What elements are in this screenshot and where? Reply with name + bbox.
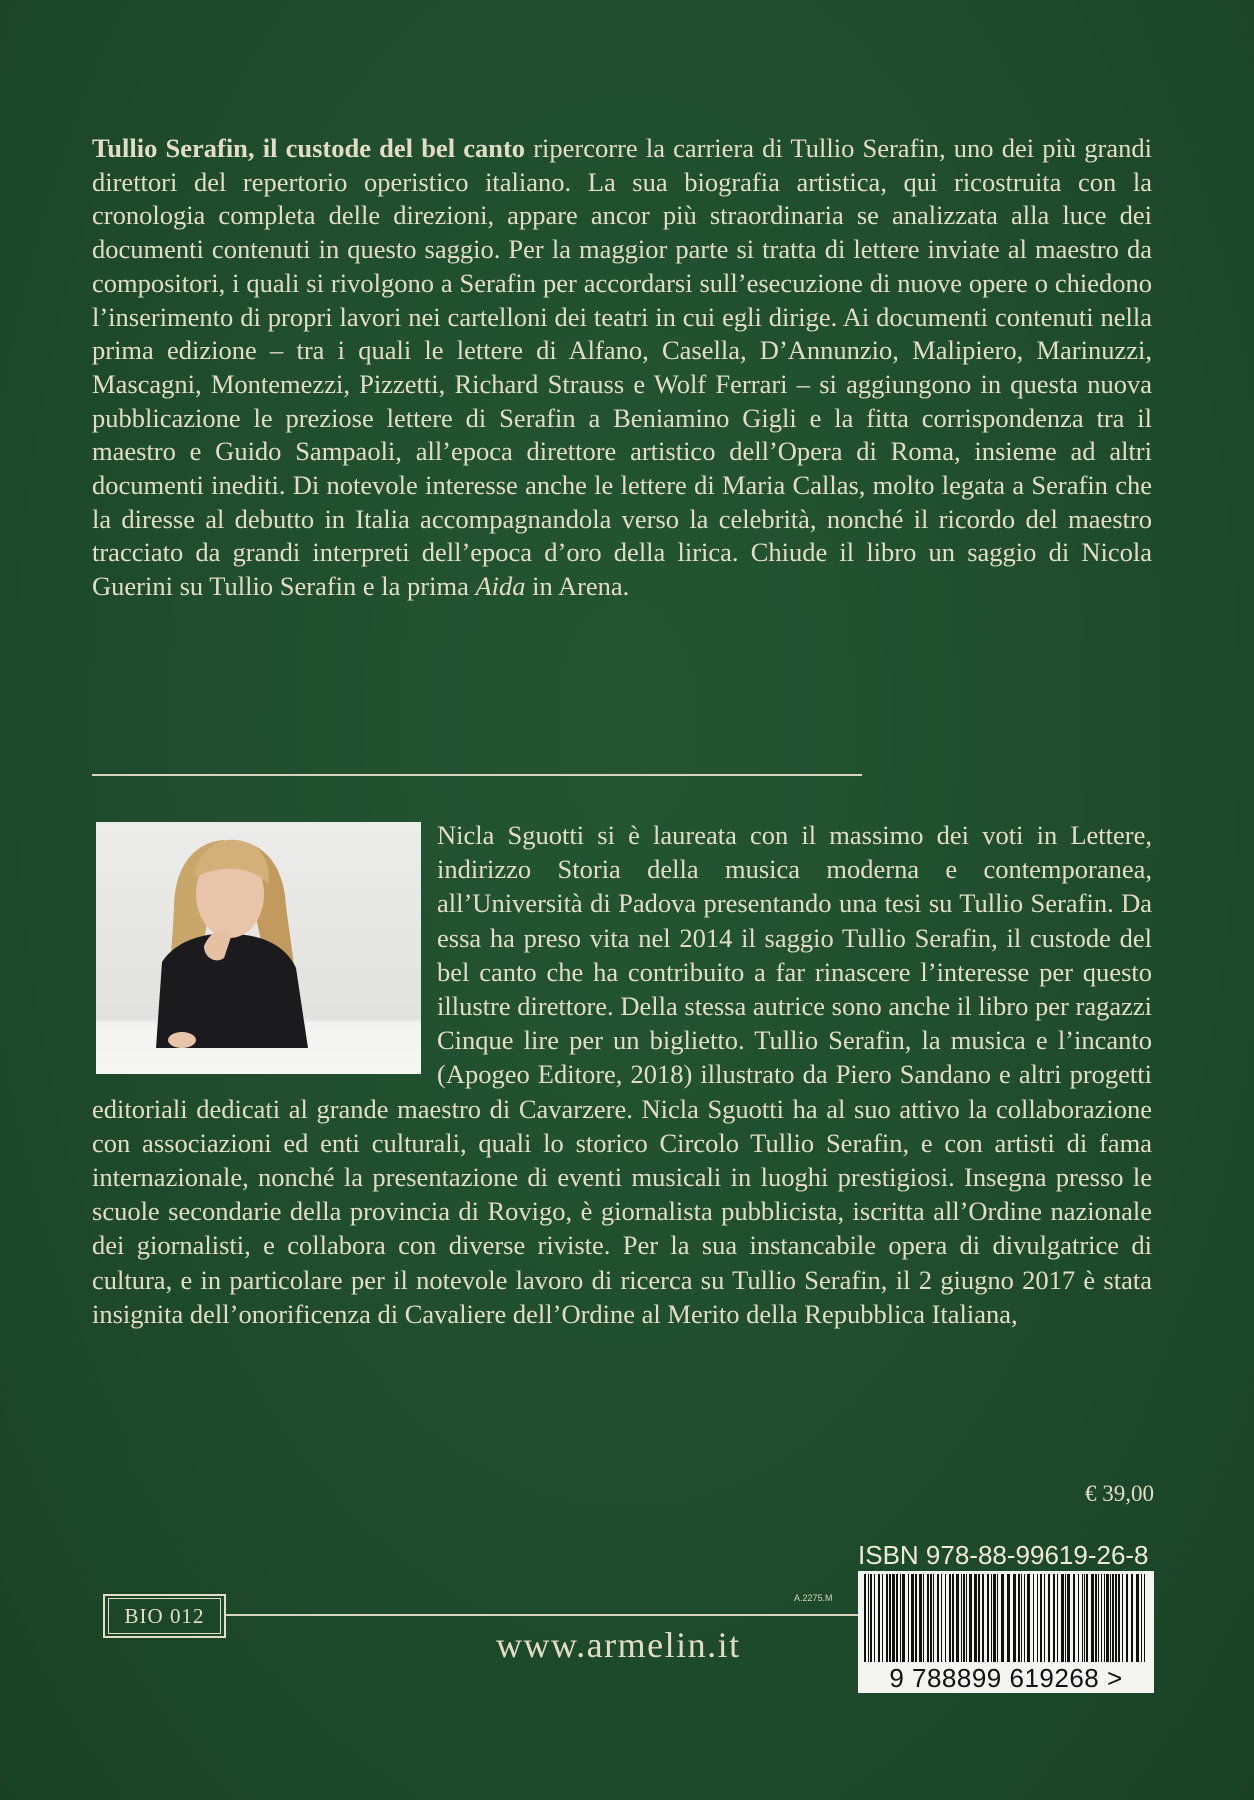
book-title: Tullio Serafin, il custode del bel canto — [92, 133, 526, 163]
barcode-bar — [991, 1574, 992, 1662]
barcode-bar — [878, 1574, 880, 1662]
barcode-bar — [1067, 1574, 1070, 1662]
category-badge — [103, 1594, 226, 1638]
barcode-bar — [993, 1574, 996, 1662]
barcode-bar — [1018, 1574, 1020, 1662]
barcode-bar — [919, 1574, 922, 1662]
author-photo — [96, 822, 421, 1074]
barcode-bar — [966, 1574, 967, 1662]
barcode-bar — [1118, 1574, 1120, 1662]
barcode-bar — [1104, 1574, 1105, 1662]
barcode-bars — [864, 1574, 1148, 1662]
barcode-bar — [915, 1574, 917, 1662]
barcode-bar — [952, 1574, 954, 1662]
description-body: ripercorre la carriera di Tullio Serafin, uno dei più grandi direttori del repertorio operistico italiano. La sua biografia artistica, qui ricostruita con la cronologia completa delle direzioni, appare ancor più straordinaria se analizzata alla luce dei documenti contenuti in questo saggio. Per la maggior parte si tratta di lettere inviate al maestro da compositori, i quali si rivolgono a Serafin per accordarsi sull’esecuzione di nuove opere o chiedono l’inserimento di propri lavori nei cartelloni dei teatri in cui egli dirige. Ai documenti contenuti nella prima edizione – tra i quali le lettere di Alfano, Casella, D’Annunzio, Malipiero, Marinuzzi, Mascagni, Montemezzi, Pizzetti, Richard Strauss e Wolf Ferrari – si aggiungono in questa nuova pubblicazione le preziose lettere di Serafin a Beniamino Gigli e la fitta corrispondenza tra il maestro e Guido Sampaoli, all’epoca direttore artistico dell’Opera di Roma, insieme ad altri documenti inediti. Di notevole interesse anche le lettere di Maria Callas, molto legata a Serafin che la diresse al debutto in Italia accompagnandola verso la celebrità, nonché il ricordo del maestro tracciato da grandi interpreti dell’epoca d’oro della lirica. Chiude il libro un saggio di Nicola Guerini su Tullio Serafin e la prima — [92, 133, 1152, 602]
barcode-bar — [1024, 1574, 1025, 1662]
barcode-bar — [1084, 1574, 1085, 1662]
barcode-bar — [1115, 1574, 1117, 1662]
barcode-bar — [923, 1574, 924, 1662]
barcode — [858, 1571, 1154, 1693]
barcode-bar — [864, 1574, 866, 1662]
barcode-bar — [868, 1574, 869, 1662]
barcode-bar — [1101, 1574, 1102, 1662]
barcode-bar — [1044, 1574, 1045, 1662]
barcode-bar — [886, 1574, 888, 1662]
barcode-bar — [911, 1574, 914, 1662]
barcode-digits: 9 788899 619268 > — [889, 1663, 1123, 1693]
barcode-bar — [969, 1574, 972, 1662]
barcode-bar — [1126, 1574, 1128, 1662]
barcode-bar — [941, 1574, 942, 1662]
barcode-bar — [1033, 1574, 1034, 1662]
barcode-bar — [1001, 1574, 1004, 1662]
footer-rule — [226, 1614, 858, 1616]
book-description — [92, 132, 1152, 604]
print-code: A.2275.M — [794, 1593, 833, 1603]
barcode-bar — [908, 1574, 909, 1662]
barcode-bar — [1021, 1574, 1022, 1662]
barcode-bar — [1040, 1574, 1042, 1662]
barcode-bar — [1078, 1574, 1079, 1662]
barcode-bar — [1136, 1574, 1139, 1662]
category-badge-label: BIO 012 — [108, 1598, 221, 1634]
barcode-bar — [1110, 1574, 1111, 1662]
barcode-bar — [1037, 1574, 1038, 1662]
barcode-bar — [1095, 1574, 1097, 1662]
barcode-bar — [889, 1574, 891, 1662]
barcode-bar — [997, 1574, 998, 1662]
barcode-bar — [963, 1574, 965, 1662]
publisher-website[interactable]: www.armelin.it — [496, 1625, 741, 1665]
barcode-bar — [900, 1574, 901, 1662]
barcode-bar — [870, 1574, 872, 1662]
barcode-bar — [1144, 1574, 1145, 1662]
barcode-bar — [1086, 1574, 1088, 1662]
barcode-bar — [930, 1574, 932, 1662]
barcode-bar — [1141, 1574, 1142, 1662]
section-divider — [92, 774, 862, 776]
barcode-bar — [933, 1574, 934, 1662]
barcode-bar — [937, 1574, 939, 1662]
barcode-bar — [1112, 1574, 1114, 1662]
barcode-bar — [1013, 1574, 1016, 1662]
barcode-bar — [945, 1574, 946, 1662]
barcode-bar — [1131, 1574, 1133, 1662]
barcode-bar — [949, 1574, 951, 1662]
barcode-bar — [1007, 1574, 1010, 1662]
description-ending: in Arena. — [525, 571, 630, 602]
author-bio: Nicla Sguotti si è laureata con il massimo dei voti in Lettere, indirizzo Storia della musica moderna e contemporanea, all’Università di Padova presentando una tesi su Tullio Serafin. Da essa ha preso vita nel 2014 il saggio Tullio Serafin, il custode del bel canto che ha contribuito a far rinascere l’interesse per questo illustre direttore. Della stessa autrice sono anche il libro per ragazzi Cinque lire per un biglietto. Tullio Serafin, la musica e l’incanto (Apogeo Editore, 2018) illustrato da Piero Sandano e altri progetti editoriali dedicati al grande maestro di Cavarzere. Nicla Sguotti ha al suo attivo la collaborazione con associazioni ed enti culturali, quali lo storico Circolo Tullio Serafin, e con artisti di fama internazionale, nonché la presentazione di eventi musicali in luoghi prestigiosi. Insegna presso le scuole secondarie della provincia di Rovigo, è giornalista pubblicista, iscritta all’Ordine nazionale dei giornalisti, e collabora con diverse riviste. Per la sua instancabile opera di divulgatrice di cultura, e in particolare per il notevole lavoro di ricerca su Tullio Serafin, il 2 giugno 2017 è stata insignita dell’onorificenza di Cavaliere dell’Ordine al Merito della Repubblica Italiana, — [92, 820, 1152, 1329]
barcode-bar — [927, 1574, 929, 1662]
barcode-bar — [874, 1574, 875, 1662]
isbn-label: ISBN 978-88-99619-26-8 — [858, 1540, 1149, 1570]
barcode-bar — [978, 1574, 980, 1662]
barcode-bar — [896, 1574, 898, 1662]
barcode-bar — [1027, 1574, 1030, 1662]
barcode-bar — [1122, 1574, 1123, 1662]
barcode-bar — [1053, 1574, 1055, 1662]
barcode-bar — [1061, 1574, 1064, 1662]
barcode-bar — [1065, 1574, 1066, 1662]
barcode-bar — [956, 1574, 959, 1662]
barcode-bar — [1106, 1574, 1109, 1662]
description-italic-title: Aida — [475, 571, 526, 602]
barcode-bar — [1098, 1574, 1099, 1662]
barcode-bar — [892, 1574, 895, 1662]
barcode-bar — [1057, 1574, 1058, 1662]
barcode-bar — [1048, 1574, 1050, 1662]
barcode-bar — [1091, 1574, 1094, 1662]
barcode-bar — [961, 1574, 962, 1662]
barcode-bar — [1082, 1574, 1083, 1662]
barcode-bar — [982, 1574, 984, 1662]
barcode-bar — [882, 1574, 883, 1662]
price-label: € 39,00 — [1085, 1481, 1154, 1506]
barcode-bar — [987, 1574, 989, 1662]
barcode-bar — [1073, 1574, 1075, 1662]
barcode-bar — [974, 1574, 977, 1662]
barcode-bar — [902, 1574, 905, 1662]
